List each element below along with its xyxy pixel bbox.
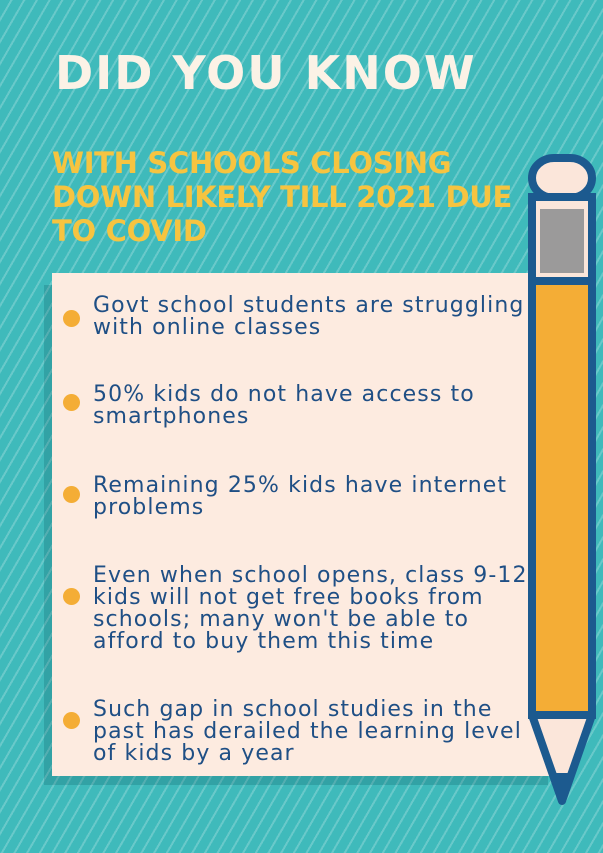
fact-text: Govt school students are struggling with online classes — [93, 293, 525, 340]
fact-text: 50% kids do not have access to smartphones — [93, 382, 475, 429]
bullet-dot-icon — [63, 712, 80, 729]
fact-text: Such gap in school studies in the past has derailed the learning level of kids by a year — [93, 697, 522, 766]
bullet-dot-icon — [63, 394, 80, 411]
fact-text: Remaining 25% kids have internet problems — [93, 473, 508, 520]
bullet-dot-icon — [63, 588, 80, 605]
headline: DID YOU KNOW — [55, 46, 477, 100]
bullet-dot-icon — [63, 310, 80, 327]
fact-card — [52, 273, 552, 776]
fact-text: Even when school opens, class 9-12 kids will not get free books from schools; many won't be able to afford to buy them this time — [93, 563, 528, 654]
pencil-illustration — [526, 153, 600, 813]
subheadline: WITH SCHOOLS CLOSING DOWN LIKELY TILL 2021 DUE TO COVID — [52, 146, 513, 248]
bullet-dot-icon — [63, 486, 80, 503]
